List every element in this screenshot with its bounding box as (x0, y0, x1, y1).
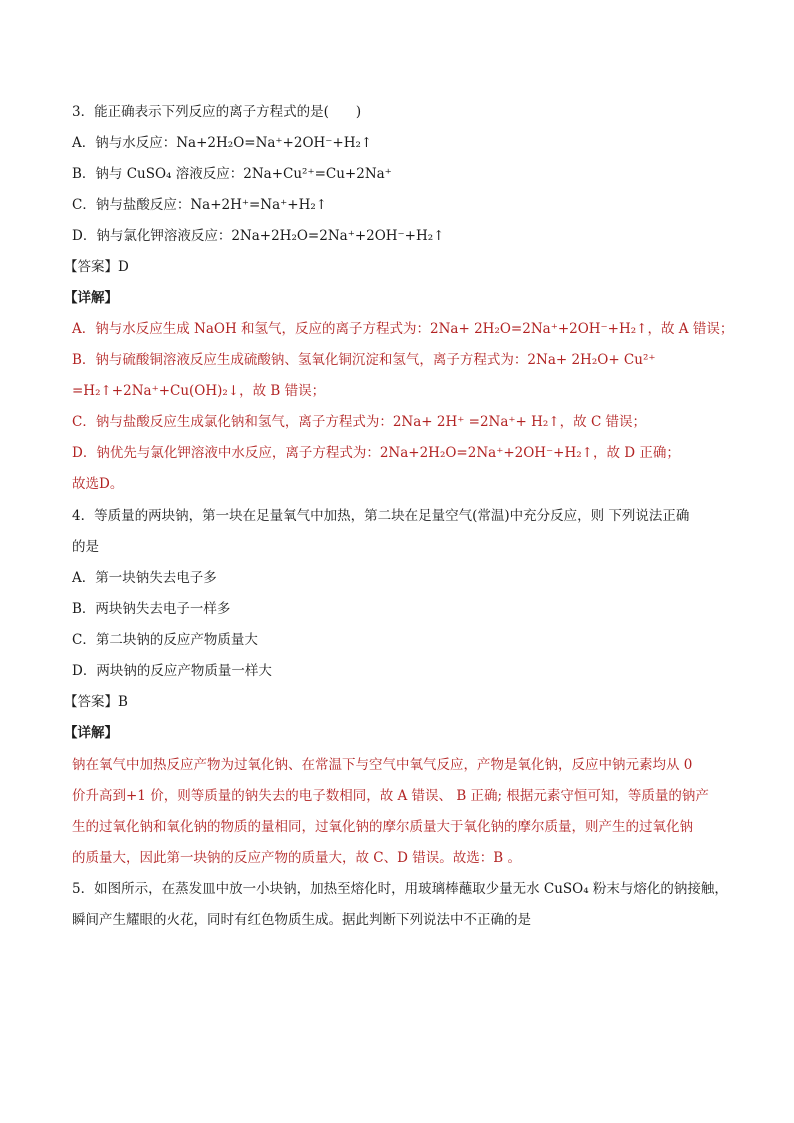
q5-stem-line1: 5．如图所示，在蒸发皿中放一小块钠，加热至熔化时，用玻璃棒蘸取少量无水 CuSO₄ 粉末与熔化的钠接触， (72, 881, 728, 897)
q4-explanation-line4: 的质量大，因此第一块钠的反应产物的质量大，故 C、D 错误。故选：B 。 (72, 850, 521, 866)
q4-explanation-line1: 钠在氧气中加热反应产物为过氧化钠、在常温下与空气中氧气反应，产物是氧化钠，反应中钠元素均从 0 (72, 757, 693, 773)
q4-explanation-line2: 价升高到+1 价，则等质量的钠失去的电子数相同，故 A 错误、 B 正确; 根据元素守恒可知，等质量的钠产 (72, 788, 709, 804)
q4-answer: 【答案】B (64, 694, 128, 710)
q4-stem-line1: 4．等质量的两块钠，第一块在足量氧气中加热，第二块在足量空气(常温)中充分反应，则 下列说法正确 (72, 508, 690, 524)
q3-explanation-d: D．钠优先与氯化钾溶液中水反应，离子方程式为：2Na+2H₂O=2Na⁺+2OH⁻+H₂↑，故 D 正确； (72, 445, 680, 461)
q4-explanation-line3: 生的过氧化钠和氧化钠的物质的量相同，过氧化钠的摩尔质量大于氧化钠的摩尔质量，则产生的过氧化钠 (72, 819, 693, 835)
q3-conclusion: 故选D。 (72, 476, 124, 492)
q4-option-c: C．第二块钠的反应产物质量大 (72, 632, 258, 648)
q3-detail-heading: 【详解】 (64, 290, 118, 306)
q3-explanation-a: A．钠与水反应生成 NaOH 和氢气，反应的离子方程式为：2Na+ 2H₂O=2Na⁺+2OH⁻+H₂↑，故 A 错误； (72, 321, 734, 337)
q3-option-a: A．钠与水反应：Na+2H₂O=Na⁺+2OH⁻+H₂↑ (72, 135, 373, 151)
q3-option-b: B．钠与 CuSO₄ 溶液反应：2Na+Cu²⁺=Cu+2Na⁺ (72, 166, 392, 182)
q4-option-b: B．两块钠失去电子一样多 (72, 601, 231, 617)
q3-option-d: D．钠与氯化钾溶液反应：2Na+2H₂O=2Na⁺+2OH⁻+H₂↑ (72, 228, 445, 244)
q4-option-d: D．两块钠的反应产物质量一样大 (72, 663, 272, 679)
q3-option-c: C．钠与盐酸反应：Na+2H⁺=Na⁺+H₂↑ (72, 197, 328, 213)
q5-stem-line2: 瞬间产生耀眼的火花，同时有红色物质生成。据此判断下列说法中不正确的是 (72, 912, 531, 928)
q3-explanation-c: C．钠与盐酸反应生成氯化钠和氢气，离子方程式为：2Na+ 2H⁺ =2Na⁺+ H₂↑，故 C 错误； (72, 414, 647, 430)
q3-answer: 【答案】D (64, 259, 129, 275)
q3-explanation-b-line2: =H₂↑+2Na⁺+Cu(OH)₂↓，故 B 错误； (72, 383, 326, 399)
q3-stem: 3．能正确表示下列反应的离子方程式的是( ) (72, 104, 362, 120)
q3-explanation-b-line1: B．钠与硫酸铜溶液反应生成硫酸钠、氢氧化铜沉淀和氢气，离子方程式为：2Na+ 2H₂O+ Cu²⁺ (72, 352, 656, 368)
q4-detail-heading: 【详解】 (64, 725, 118, 741)
q4-stem-line2: 的是 (72, 539, 99, 555)
q4-option-a: A．第一块钠失去电子多 (72, 570, 217, 586)
